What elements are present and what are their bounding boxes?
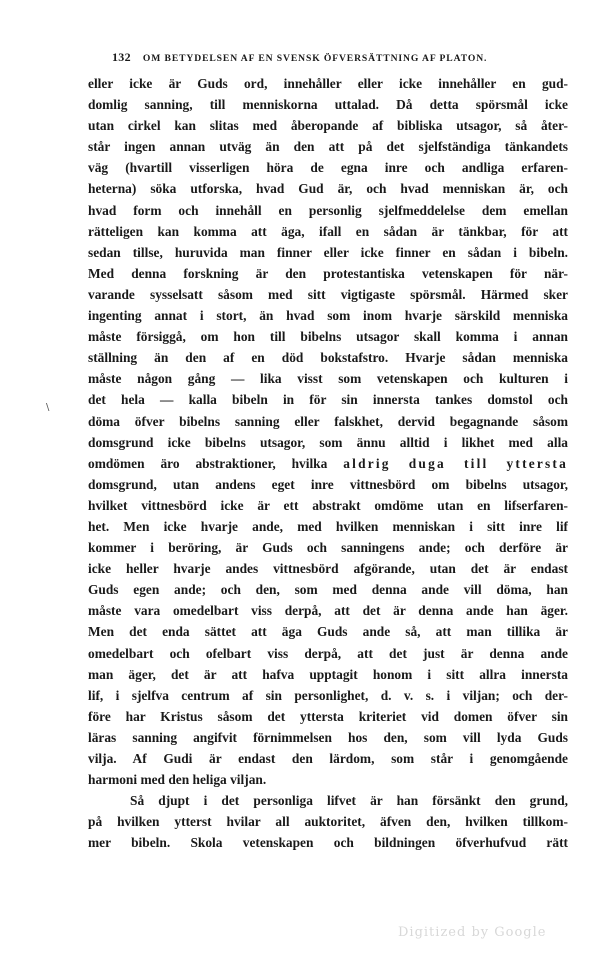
text-line-spaced (88, 453, 568, 474)
running-head (112, 50, 532, 65)
text-line: omedelbart och ofelbart viss derpå, att det just är denna ande (88, 645, 568, 661)
text-line: hvad form och innehåll en personlig sjelfmeddelelse dem emellan (88, 202, 568, 218)
text-line: Guds egen ande; och den, som med denna ande vill döma, han (88, 582, 568, 598)
text-line: måste försiggå, om hon till bibelns utsagor skall komma i annan (88, 329, 568, 345)
text-line: eller icke är Guds ord, innehåller eller icke innehåller en gud- (88, 76, 568, 91)
margin-mark: \ (46, 402, 50, 413)
text-line: döma öfver bibelns sanning eller falskhet, dervid begagnande såsom (88, 413, 568, 429)
text-line: utan cirkel kan slitas med åberopande af bibliska utsagor, så åter- (88, 118, 568, 134)
text-line: det hela — kalla bibeln in för sin innersta tankes domstol och (88, 392, 568, 408)
page-number: 132 (112, 50, 131, 64)
running-title: OM BETYDELSEN AF EN SVENSK ÖFVERSÄTTNING AF PLATON. (142, 53, 488, 64)
text-line: icke heller hvarje andes vittnesbörd afgörande, utan det är endast (88, 561, 568, 577)
text-line: vilja. Af Gudi är endast den lärdom, som står i genomgående (88, 751, 568, 766)
text-line: Med denna forskning är den protestantiska vetenskapen för när- (88, 265, 568, 281)
text-line: mer bibeln. Skola vetenskapen och bildningen öfverhufvud rätt (88, 835, 568, 851)
watermark: Digitized by Google (398, 925, 547, 940)
text-segment: omdömen äro abstraktioner, hvilka (88, 455, 344, 471)
text-line: hvilket vittnesbörd icke är ett abstrakt omdöme utan en lifserfaren- (88, 497, 568, 513)
text-line: kommer i beröring, är Guds och sanningens ande; och derföre är (88, 540, 568, 556)
text-line-paragraph-start: Så djupt i det personliga lifvet är han försänkt den grund, (130, 793, 568, 809)
text-line-paragraph-end: harmoni med den heliga viljan. (88, 772, 267, 788)
text-line: domsgrund, utan andens eget inre vittnesbörd om bibelns utsagor, (88, 476, 568, 492)
text-line: måste vara omedelbart viss derpå, att det är denna ande han äger. (88, 603, 568, 619)
text-line: ingenting annat i stort, än hvad som inom hvarje särskild menniska (88, 308, 568, 324)
text-line: ställning än den af en död bokstafstro. Hvarje sådan menniska (88, 350, 568, 366)
text-line: Men det enda sättet att äga Guds ande så, att man tillika är (88, 624, 568, 640)
text-line: man äger, det är att hafva upptagit honom i sitt allra innersta (88, 666, 568, 682)
text-line: rätteligen kan komma att äga, ifall en sådan är tänkbar, för att (88, 223, 568, 239)
text-line: väg (hvartill visserligen höra de egna inre och andliga erfaren- (88, 160, 568, 176)
text-line: varande sysselsatt såsom med sitt vigtigaste spörsmål. Härmed sker (88, 286, 568, 302)
text-line: står ingen annan utväg än den att på det sjelfständiga tänkandets (88, 139, 568, 155)
text-line: heterna) söka utforska, hvad Gud är, och hvad menniskan är, och (88, 181, 568, 197)
spaced-emphasis: aldrig duga till yttersta (343, 455, 568, 471)
text-line: sedan tillse, huruvida man finner eller icke finner en sådan i bibeln. (88, 244, 568, 260)
text-line: lif, i sjelfva centrum af sin personlighet, d. v. s. i viljan; och der- (88, 687, 568, 703)
text-line: het. Men icke hvarje ande, med hvilken menniskan i sitt inre lif (88, 518, 568, 534)
body-text (88, 73, 568, 853)
text-line: domlig sanning, till menniskorna uttalad. Då detta spörsmål icke (88, 97, 568, 113)
text-line: före har Kristus såsom det yttersta kriteriet vid domen öfver sin (88, 708, 568, 724)
text-line: domsgrund icke bibelns utsagor, som ännu alltid i likhet med alla (88, 434, 568, 450)
text-line: på hvilken ytterst hvilar all auktoritet, äfven den, hvilken tillkom- (88, 814, 568, 830)
text-line: måste någon gång — lika visst som vetenskapen och kulturen i (88, 371, 568, 387)
text-line: läras sanning angifvit förnimmelsen hos den, som vill lyda Guds (88, 729, 568, 745)
